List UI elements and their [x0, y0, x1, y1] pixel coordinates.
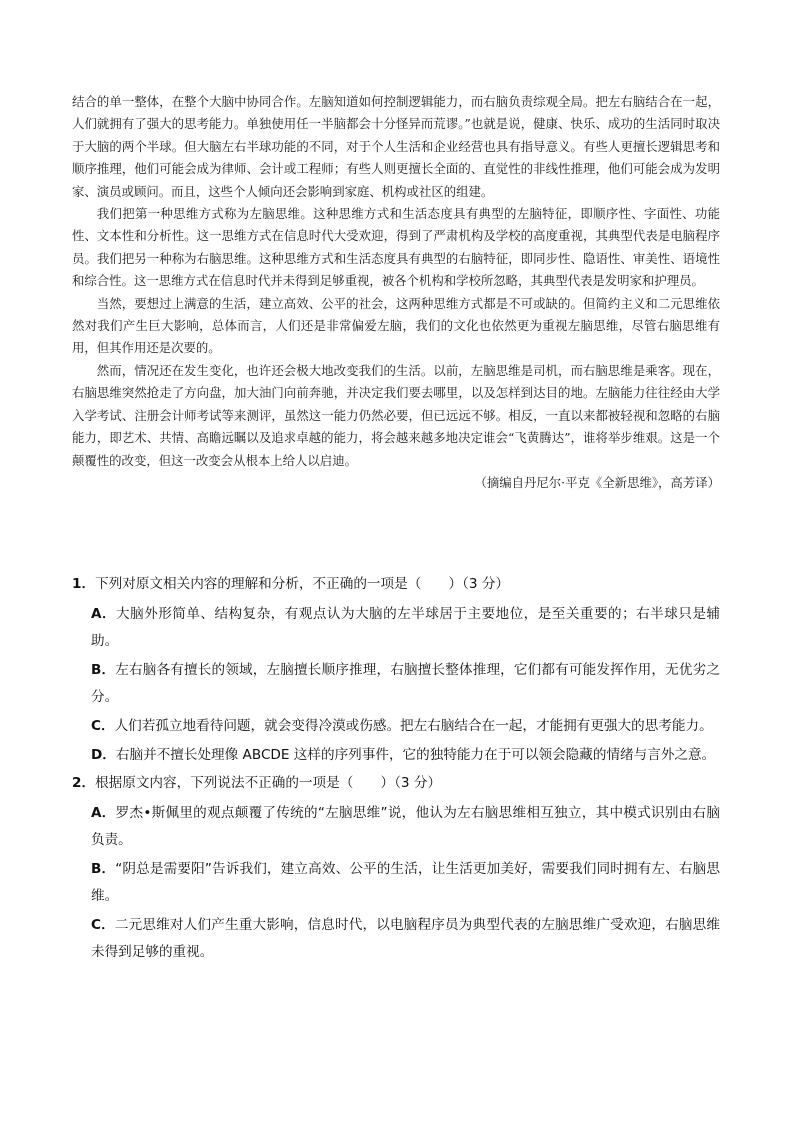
- passage-paragraph-4: 然而，情况还在发生变化，也许还会极大地改变我们的生活。以前，左脑思维是司机，而右脑思维是乘客。现在，右脑思维突然抢走了方向盘，加大油门向前奔驰，并决定我们要去哪里，以及怎样到达目的地。左脑能力往往经由大学入学考试、注册会计师考试等来测评，虽然这一能力仍然必要，但已远远不够。相反，一直以来都被轻视和忽略的右脑能力，即艺术、共情、高瞻远瞩以及追求卓越的能力，将会越来越多地决定谁会“飞黄腾达”，谁将举步维艰。这是一个颠覆性的改变，但这一改变会从根本上给人以启迪。: [72, 362, 720, 468]
- option-c: [91, 912, 720, 966]
- reading-passage: [72, 91, 720, 494]
- option-b: [91, 657, 720, 711]
- option-text: 二元思维对人们产生重大影响，信息时代，以电脑程序员为典型代表的左脑思维广受欢迎，右脑思维未得到足够的重视。: [91, 917, 721, 960]
- option-letter: D．: [91, 747, 116, 763]
- question-stem: [72, 771, 720, 796]
- question-number: 1．: [72, 576, 96, 592]
- option-letter: C．: [91, 718, 115, 734]
- question-list: [72, 572, 720, 968]
- option-b: [91, 856, 720, 910]
- passage-paragraph-3: 当然，要想过上满意的生活，建立高效、公平的社会，这两种思维方式都是不可或缺的。但简约主义和二元思维依然对我们产生巨大影响，总体而言，人们还是非常偏爱左脑，我们的文化也依然更为重视左脑思维，尽管右脑思维有用，但其作用还是次要的。: [72, 295, 720, 356]
- question-1: [72, 572, 720, 769]
- option-text: 罗杰•斯佩里的观点颠覆了传统的“左脑思维”说，他认为左右脑思维相互独立，其中模式识别由右脑负责。: [91, 805, 720, 848]
- option-letter: A．: [91, 805, 116, 821]
- option-text: 右脑并不擅长处理像 ABCDE 这样的序列事件，它的独特能力在于可以领会隐藏的情绪与言外之意。: [115, 747, 716, 763]
- question-stem: [72, 572, 720, 597]
- option-a: [91, 800, 720, 854]
- passage-source: （摘编自丹尼尔·平克《全新思维》，高芳译）: [474, 474, 720, 490]
- option-c: [91, 713, 720, 740]
- option-letter: B．: [91, 861, 116, 877]
- option-letter: B．: [91, 662, 116, 678]
- passage-paragraph-2: 我们把第一种思维方式称为左脑思维。这种思维方式和生活态度具有典型的左脑特征，即顺序性、字面性、功能性、文本性和分析性。这一思维方式在信息时代大受欢迎，得到了严肃机构及学校的高度重视，其典型代表是电脑程序员。我们把另一种称为右脑思维。这种思维方式和生活态度具有典型的右脑特征，即同步性、隐语性、审美性、语境性和综合性。这一思维方式在信息时代并未得到足够重视，被各个机构和学校所忽略，其典型代表是发明家和护理员。: [72, 206, 720, 289]
- question-text: 根据原文内容，下列说法不正确的一项是（ ）（3 分）: [95, 775, 442, 791]
- question-number: 2．: [72, 775, 96, 791]
- option-text: “阴总是需要阳”告诉我们，建立高效、公平的生活，让生活更加美好，需要我们同时拥有左、右脑思维。: [91, 861, 720, 904]
- option-d: [91, 742, 720, 769]
- option-text: 大脑外形简单、结构复杂，有观点认为大脑的左半球居于主要地位，是至关重要的；右半球只是辅助。: [91, 606, 720, 649]
- option-a: [91, 601, 720, 655]
- passage-paragraph-1: 结合的单一整体，在整个大脑中协同合作。左脑知道如何控制逻辑能力，而右脑负责综观全局。把左右脑结合在一起，人们就拥有了强大的思考能力。单独使用任一半脑都会十分怪异而荒谬。”也就是说，健康、快乐、成功的生活同时取决于大脑的两个半球。但大脑左右半球功能的不同，对于个人生活和企业经营也具有指导意义。有些人更擅长逻辑思考和顺序推理，他们可能会成为律师、会计或工程师；有些人则更擅长全面的、直觉性的非线性推理，他们可能会成为发明家、演员或顾问。而且，这些个人倾向还会影响到家庭、机构或社区的组建。: [72, 94, 720, 199]
- question-text: 下列对原文相关内容的理解和分析，不正确的一项是（ ）（3 分）: [95, 576, 510, 592]
- option-text: 人们若孤立地看待问题，就会变得冷漠或伤感。把左右脑结合在一起，才能拥有更强大的思考能力。: [114, 718, 713, 734]
- option-text: 左右脑各有擅长的领域，左脑擅长顺序推理，右脑擅长整体推理，它们都有可能发挥作用，无优劣之分。: [91, 662, 720, 705]
- question-2: [72, 771, 720, 966]
- option-letter: A．: [91, 606, 117, 622]
- option-letter: C．: [91, 917, 115, 933]
